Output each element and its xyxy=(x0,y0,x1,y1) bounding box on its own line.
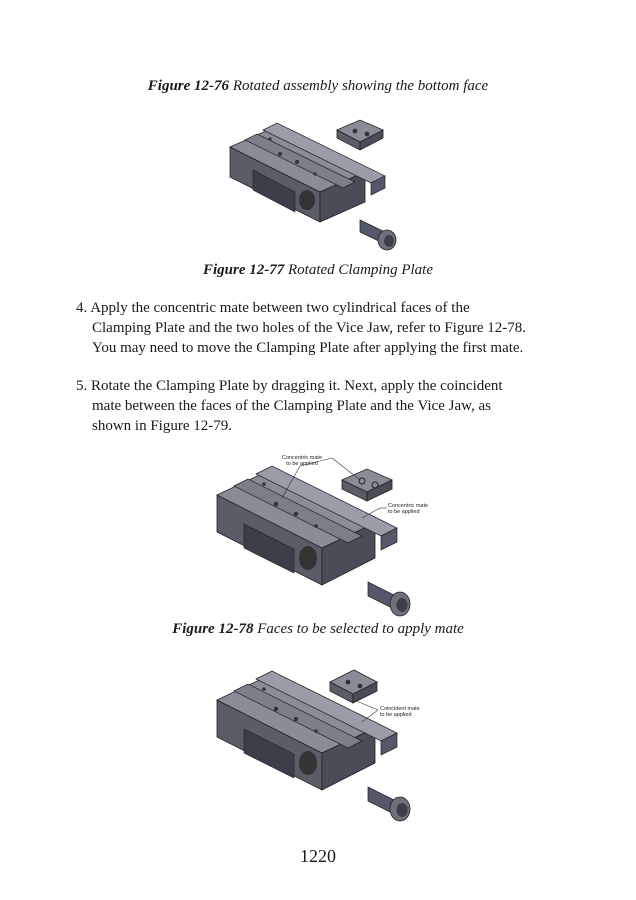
vice-assembly-drawing xyxy=(217,670,410,821)
figure-label: Figure 12-76 xyxy=(147,78,230,94)
step-4-line-3: You may need to move the Clamping Plate after applying the first mate. xyxy=(92,340,524,356)
figure-12-77-caption xyxy=(0,262,636,279)
vice-assembly-drawing xyxy=(217,466,410,616)
step-number: 5. xyxy=(76,378,88,394)
callout-right-line-1: Concentric mate xyxy=(388,503,429,509)
step-text: Apply the concentric mate between two cylindrical faces of the xyxy=(90,300,470,316)
figure-title: Rotated Clamping Plate xyxy=(288,262,433,278)
step-text: Rotate the Clamping Plate by dragging it. Next, apply the coincident xyxy=(91,378,503,394)
figure-12-79-image xyxy=(212,660,442,825)
callout-line-1: Coincident mate xyxy=(380,706,420,712)
step-4-line-2: Clamping Plate and the two holes of the Vice Jaw, refer to Figure 12-78. xyxy=(92,320,526,336)
callout-right-line-2: to be applied xyxy=(388,509,420,515)
figure-12-78-caption xyxy=(0,621,636,638)
callout-left-line-2: to be applied xyxy=(286,461,318,467)
step-5-line-2: mate between the faces of the Clamping Plate and the Vice Jaw, as xyxy=(92,398,491,414)
figure-12-77-image xyxy=(225,112,415,262)
step-4-line-1 xyxy=(76,298,560,318)
figure-title: Faces to be selected to apply mate xyxy=(257,621,464,637)
figure-12-76-caption xyxy=(0,78,636,95)
callout-line-2: to be applied xyxy=(380,712,412,718)
figure-label: Figure 12-77 xyxy=(203,262,285,278)
step-5-line-3: shown in Figure 12-79. xyxy=(92,418,232,434)
figure-12-78-image xyxy=(212,450,442,620)
step-5-paragraph xyxy=(76,376,560,436)
vice-assembly-drawing xyxy=(230,120,396,250)
figure-title: Rotated assembly showing the bottom face xyxy=(232,78,489,94)
step-4-paragraph xyxy=(76,298,560,358)
figure-label: Figure 12-78 xyxy=(172,621,254,637)
page-number: 1220 xyxy=(300,846,336,866)
step-number: 4. xyxy=(76,300,88,316)
step-5-line-1 xyxy=(76,376,560,396)
callout-left-line-1: Concentric mate xyxy=(281,455,323,461)
